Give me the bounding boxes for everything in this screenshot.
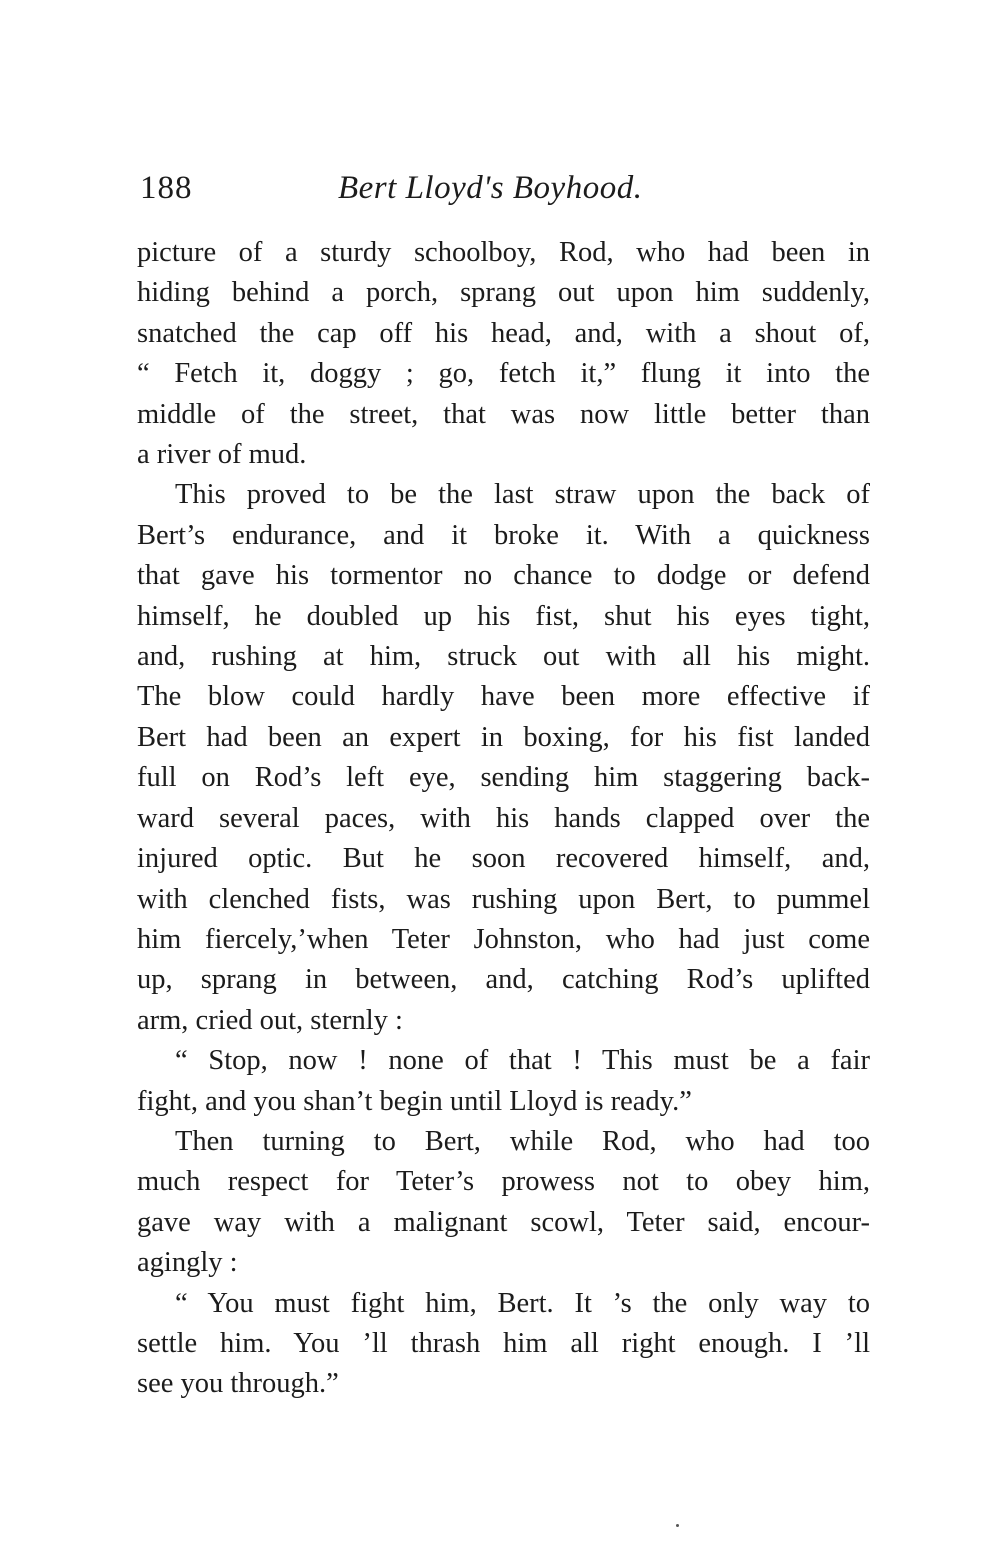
text-line: “ Stop, now ! none of that ! This must be a fair bbox=[175, 1045, 870, 1077]
page-number: 188 bbox=[140, 170, 193, 206]
text-line: fight, and you shan’t begin until Lloyd is ready.” bbox=[137, 1085, 692, 1117]
text-line: The blow could hardly have been more effective if bbox=[137, 681, 870, 713]
paragraph bbox=[137, 1041, 870, 1122]
text-line: a river of mud. bbox=[137, 439, 307, 471]
text-line: and, rushing at him, struck out with all his might. bbox=[137, 641, 870, 673]
text-line: injured optic. But he soon recovered himself, and, bbox=[137, 843, 870, 875]
text-line: “ Fetch it, doggy ; go, fetch it,” flung it into the bbox=[137, 358, 870, 390]
text-line: him fiercely,’when Teter Johnston, who had just come bbox=[137, 923, 870, 955]
paragraph bbox=[137, 1284, 870, 1405]
text-line: full on Rod’s left eye, sending him staggering back- bbox=[137, 762, 870, 794]
text-line: himself, he doubled up his fist, shut his eyes tight, bbox=[137, 600, 870, 632]
text-line: hiding behind a porch, sprang out upon him suddenly, bbox=[137, 277, 870, 309]
text-line: arm, cried out, sternly : bbox=[137, 1004, 403, 1036]
paragraph bbox=[137, 233, 870, 475]
text-line: Then turning to Bert, while Rod, who had too bbox=[175, 1125, 870, 1157]
paragraph bbox=[137, 475, 870, 1041]
text-line: see you through.” bbox=[137, 1368, 339, 1400]
text-line: middle of the street, that was now little better than bbox=[137, 398, 870, 430]
print-speck bbox=[676, 1524, 679, 1527]
text-line: picture of a sturdy schoolboy, Rod, who had been in bbox=[137, 237, 870, 268]
text-line: ward several paces, with his hands clapped over the bbox=[137, 802, 870, 834]
running-head bbox=[140, 163, 870, 213]
text-line: with clenched fists, was rushing upon Bert, to pummel bbox=[137, 883, 870, 915]
text-line: Bert had been an expert in boxing, for his fist landed bbox=[137, 721, 870, 753]
text-line: agingly : bbox=[137, 1247, 238, 1279]
paragraph bbox=[137, 1122, 870, 1284]
text-line: Bert’s endurance, and it broke it. With a quickness bbox=[137, 519, 870, 551]
book-title: Bert Lloyd's Boyhood. bbox=[338, 170, 643, 206]
text-line: much respect for Teter’s prowess not to obey him, bbox=[137, 1166, 870, 1198]
body-text bbox=[137, 233, 870, 1405]
text-line: gave way with a malignant scowl, Teter said, encour- bbox=[137, 1206, 870, 1238]
text-line: up, sprang in between, and, catching Rod’s uplifted bbox=[137, 964, 870, 996]
text-line: This proved to be the last straw upon the back of bbox=[175, 479, 870, 511]
text-line: settle him. You ’ll thrash him all right enough. I ’ll bbox=[137, 1327, 870, 1359]
text-line: snatched the cap off his head, and, with a shout of, bbox=[137, 317, 870, 349]
text-line: that gave his tormentor no chance to dodge or defend bbox=[137, 560, 870, 592]
text-line: “ You must fight him, Bert. It ’s the only way to bbox=[175, 1287, 870, 1319]
